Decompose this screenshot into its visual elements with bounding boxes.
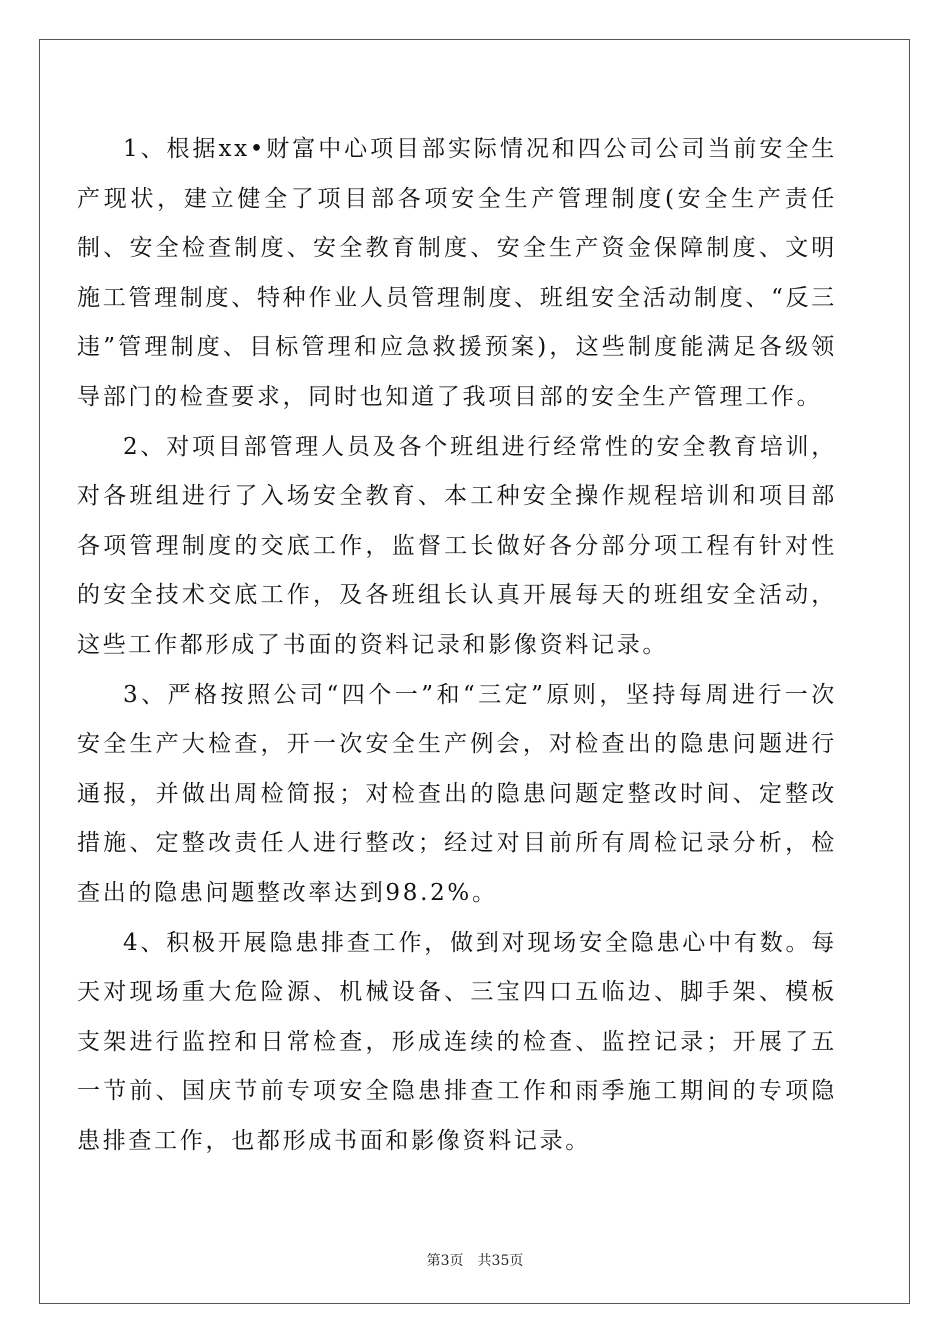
paragraph-1: 1、根据xx•财富中心项目部实际情况和四公司公司当前安全生产现状，建立健全了项目部各项安全生产管理制度(安全生产责任制、安全检查制度、安全教育制度、安全生产资金保障制度、文明施工管理制度、特种作业人员管理制度、班组安全活动制度、“反三违”管理制度、目标管理和应急救援预案)，这些制度能满足各级领导部门的检查要求，同时也知道了我项目部的安全生产管理工作。	[77, 136, 837, 410]
page-total: 共35页	[477, 1253, 524, 1269]
paragraph-3: 3、严格按照公司“四个一”和“三定”原则，坚持每周进行一次安全生产大检查，开一次安全生产例会，对检查出的隐患问题进行通报，并做出周检简报；对检查出的隐患问题定整改时间、定整改措施、定整改责任人进行整改；经过对目前所有周检记录分析，检查出的隐患问题整改率达到98.2%。	[77, 681, 837, 906]
paragraph-2: 2、对项目部管理人员及各个班组进行经常性的安全教育培训，对各班组进行了入场安全教育、本工种安全操作规程培训和项目部各项管理制度的交底工作，监督工长做好各分部分项工程有针对性的安全技术交底工作，及各班组长认真开展每天的班组安全活动，这些工作都形成了书面的资料记录和影像资料记录。	[77, 433, 837, 658]
paragraph-4: 4、积极开展隐患排查工作，做到对现场安全隐患心中有数。每天对现场重大危险源、机械设备、三宝四口五临边、脚手架、模板支架进行监控和日常检查，形成连续的检查、监控记录；开展了五一节前、国庆节前专项安全隐患排查工作和雨季施工期间的专项隐患排查工作，也都形成书面和影像资料记录。	[77, 929, 837, 1154]
page-number: 第3页	[426, 1253, 464, 1269]
page-footer	[0, 1250, 950, 1270]
document-body	[77, 125, 837, 1166]
